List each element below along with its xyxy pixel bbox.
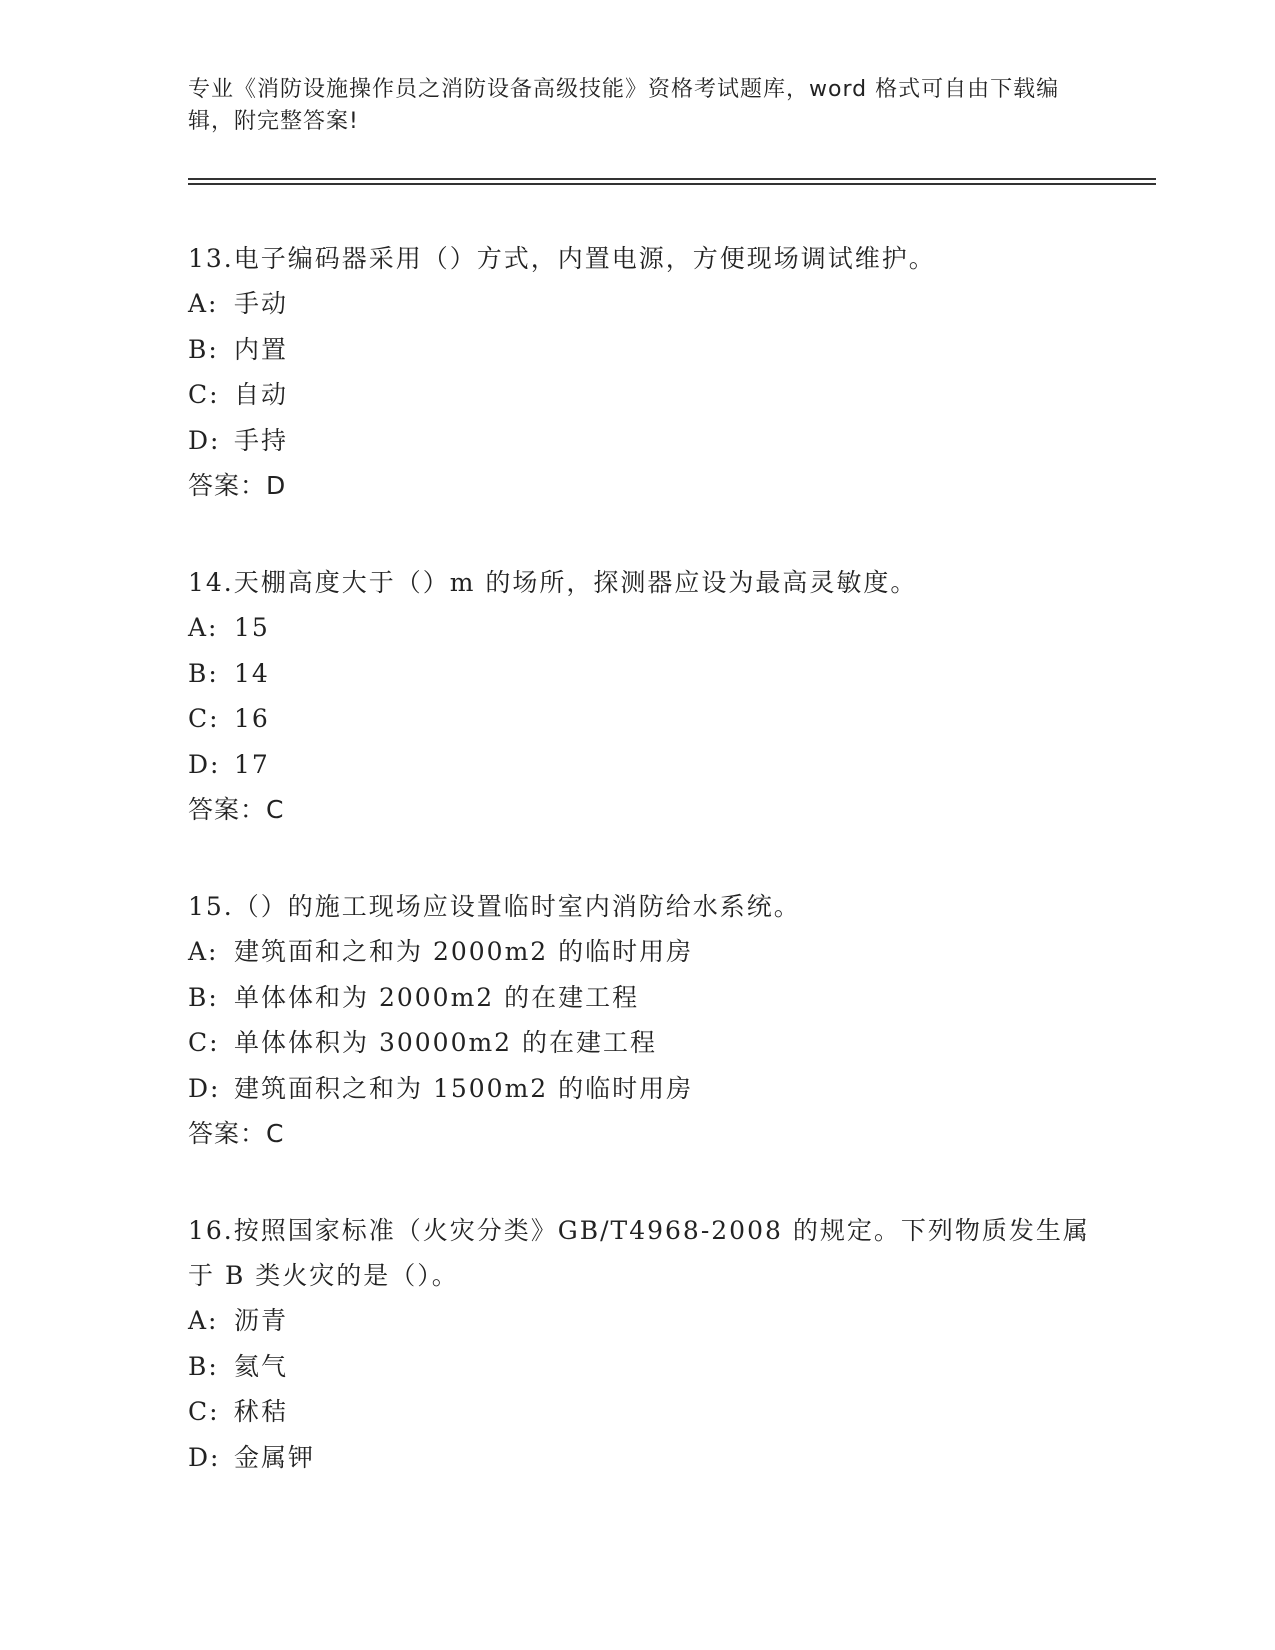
option-label: C:: [188, 1397, 220, 1426]
option-label: C:: [188, 704, 220, 733]
option-text: 氦气: [234, 1351, 289, 1381]
question-stem: 14.天棚高度大于（）m 的场所，探测器应设为最高灵敏度。: [188, 568, 918, 597]
option-c: [188, 696, 1108, 742]
option-label: A:: [188, 1306, 219, 1335]
option-label: C:: [188, 1028, 220, 1057]
option-text: 单体体积为 30000m2 的在建工程: [234, 1028, 658, 1057]
question-stem: 16.按照国家标准（火灾分类》GB/T4968-2008 的规定。下列物质发生属于 B 类火灾的是（）。: [188, 1216, 1090, 1290]
question-stem: 15.（）的施工现场应设置临时室内消防给水系统。: [188, 892, 801, 921]
header-text: 专业《消防设施操作员之消防设备高级技能》资格考试题库，word 格式可自由下载编辑，附完整答案!: [188, 77, 1060, 134]
option-label: C:: [188, 380, 220, 409]
option-d: [188, 418, 1108, 464]
option-b: [188, 327, 1108, 373]
option-text: 金属钾: [234, 1442, 316, 1472]
option-text: 建筑面和之和为 2000m2 的临时用房: [234, 937, 694, 966]
option-label: D:: [188, 1073, 221, 1103]
option-text: 单体体和为 2000m2 的在建工程: [234, 982, 640, 1012]
option-label: D:: [188, 749, 221, 779]
option-text: 17: [234, 749, 270, 779]
option-d: [188, 1435, 1108, 1481]
option-text: 沥青: [234, 1306, 289, 1335]
document-header: [188, 74, 1088, 138]
option-b: [188, 651, 1108, 697]
option-label: A:: [188, 613, 219, 642]
option-text: 建筑面积之和为 1500m2 的临时用房: [234, 1073, 694, 1103]
option-text: 16: [234, 704, 270, 733]
header-divider-top: [188, 178, 1156, 180]
option-text: 手动: [234, 289, 289, 318]
header-divider-bottom: [188, 183, 1156, 185]
option-text: 秫秸: [234, 1397, 289, 1426]
option-d: [188, 1066, 1108, 1112]
option-a: [188, 281, 1108, 327]
option-c: [188, 1389, 1108, 1435]
option-a: [188, 929, 1108, 975]
question-stem: 13.电子编码器采用（）方式，内置电源，方便现场调试维护。: [188, 244, 936, 273]
option-label: B:: [188, 334, 219, 364]
question-16: [188, 1208, 1108, 1480]
option-text: 手持: [234, 425, 289, 455]
option-b: [188, 975, 1108, 1021]
question-15: [188, 884, 1108, 1156]
option-a: [188, 1298, 1108, 1344]
option-label: A:: [188, 289, 219, 318]
option-b: [188, 1344, 1108, 1390]
option-c: [188, 372, 1108, 418]
option-label: A:: [188, 937, 219, 966]
option-label: D:: [188, 1442, 221, 1472]
option-label: B:: [188, 1351, 219, 1381]
option-label: D:: [188, 425, 221, 455]
answer-line: 答案：C: [188, 1119, 285, 1148]
option-text: 14: [234, 658, 270, 688]
option-label: B:: [188, 982, 219, 1012]
question-14: [188, 560, 1108, 832]
option-text: 内置: [234, 334, 289, 364]
option-a: [188, 605, 1108, 651]
question-list: [188, 236, 1108, 1532]
option-d: [188, 742, 1108, 788]
question-13: [188, 236, 1108, 508]
option-c: [188, 1020, 1108, 1066]
answer-line: 答案：D: [188, 471, 287, 500]
option-text: 15: [234, 613, 270, 642]
option-label: B:: [188, 658, 219, 688]
option-text: 自动: [234, 380, 289, 409]
answer-line: 答案：C: [188, 795, 285, 824]
